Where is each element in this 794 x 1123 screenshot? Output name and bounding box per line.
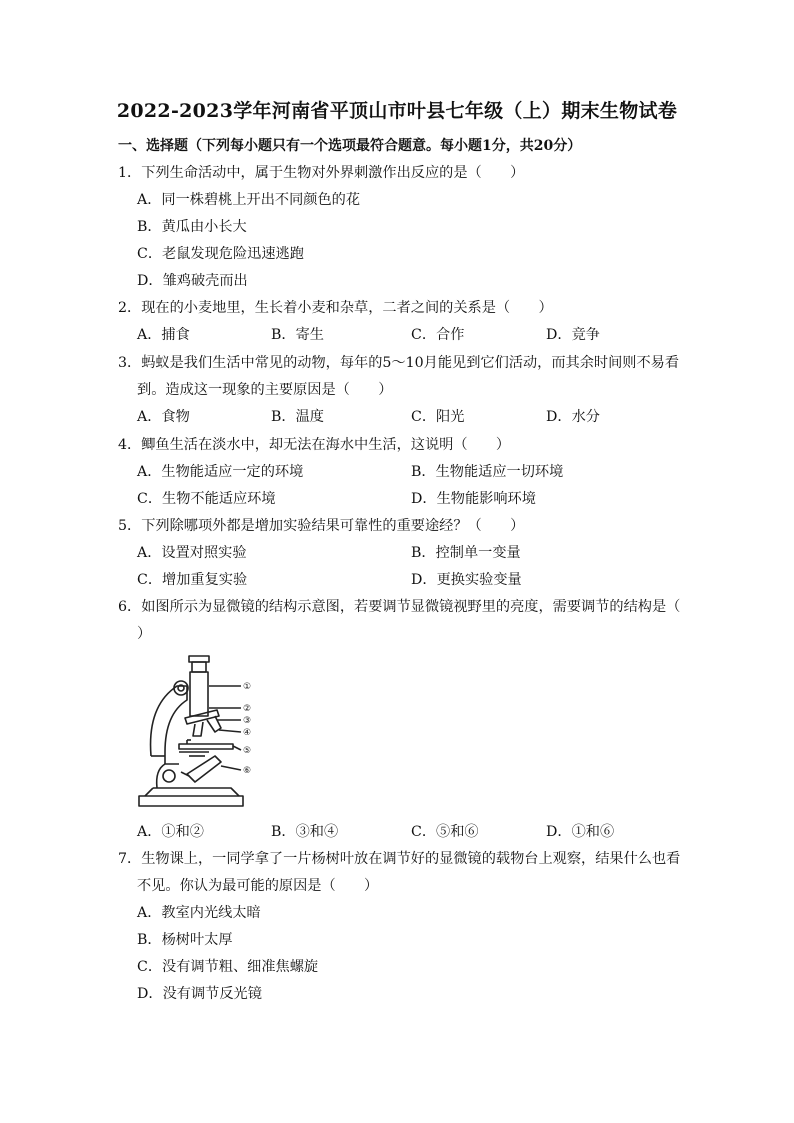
question-6-stem-continued: ） [137,626,152,642]
question-2-option-b[interactable]: B．寄生 [271,327,324,343]
question-3-stem: 3．蚂蚁是我们生活中常见的动物，每年的5～10月能见到它们活动，而其余时间则不易看 [118,355,680,371]
question-7-stem-continued: 不见。你认为最可能的原因是（ ） [137,878,379,894]
question-3-option-c[interactable]: C．阳光 [411,409,465,425]
body-tube [190,672,208,716]
question-6-option-d[interactable]: D．①和⑥ [546,824,615,840]
stage [179,744,233,749]
label-3: ③ [243,716,252,726]
label-4: ④ [243,728,252,738]
question-5-stem: 5．下列除哪项外都是增加实验结果可靠性的重要途经？（ ） [118,518,525,534]
question-2-option-d[interactable]: D．竞争 [546,327,600,343]
question-5-option-d[interactable]: D．更换实验变量 [411,572,522,588]
question-4-option-c[interactable]: C．生物不能适应环境 [137,491,276,507]
exam-title: 2022-2023学年河南省平顶山市叶县七年级（上）期末生物试卷 [116,100,678,122]
question-2-stem: 2．现在的小麦地里，生长着小麦和杂草，二者之间的关系是（ ） [118,300,553,316]
question-4-stem: 4．鲫鱼生活在淡水中，却无法在海水中生活，这说明（ ） [118,437,511,453]
question-7-stem: 7．生物课上，一同学拿了一片杨树叶放在调节好的显微镜的载物台上观察，结果什么也看 [118,851,681,867]
question-6-option-c[interactable]: C．⑤和⑥ [411,824,479,840]
eyepiece [189,656,209,662]
question-1-stem: 1．下列生命活动中，属于生物对外界刺激作出反应的是（ ） [118,165,525,181]
question-5-option-b[interactable]: B．控制单一变量 [411,545,521,561]
microscope-diagram [135,652,265,812]
question-1-option-d[interactable]: D．雏鸡破壳而出 [137,273,248,289]
question-6-option-b[interactable]: B．③和④ [271,824,339,840]
label-5: ⑤ [243,746,252,756]
question-7-option-b[interactable]: B．杨树叶太厚 [137,932,233,948]
section-heading: 一、选择题（下列每小题只有一个选项最符合题意。每小题1分，共20分） [118,138,582,154]
mirror [187,756,221,782]
question-7-option-a[interactable]: A．教室内光线太暗 [137,905,261,921]
question-1-option-b[interactable]: B．黄瓜由小长大 [137,219,247,235]
label-2: ② [243,704,252,714]
question-4-option-b[interactable]: B．生物能适应一切环境 [411,464,564,480]
question-1-option-c[interactable]: C．老鼠发现危险迅速逃跑 [137,246,304,262]
question-6-stem: 6．如图所示为显微镜的结构示意图，若要调节显微镜视野里的亮度，需要调节的结构是（ [118,599,681,615]
question-4-option-a[interactable]: A．生物能适应一定的环境 [137,464,304,480]
question-2-option-a[interactable]: A．捕食 [137,327,190,343]
question-2-option-c[interactable]: C．合作 [411,327,465,343]
question-7-option-c[interactable]: C．没有调节粗、细准焦螺旋 [137,959,319,975]
label-1: ① [243,682,252,692]
question-3-option-d[interactable]: D．水分 [546,409,600,425]
label-6: ⑥ [243,766,252,776]
question-1-option-a[interactable]: A．同一株碧桃上开出不同颜色的花 [137,192,361,208]
question-3-option-b[interactable]: B．温度 [271,409,324,425]
question-5-option-a[interactable]: A．设置对照实验 [137,545,247,561]
question-7-option-d[interactable]: D．没有调节反光镜 [137,986,262,1002]
question-4-option-d[interactable]: D．生物能影响环境 [411,491,536,507]
question-6-option-a[interactable]: A．①和② [137,824,204,840]
question-5-option-c[interactable]: C．增加重复实验 [137,572,248,588]
question-3-stem-continued: 到。造成这一现象的主要原因是（ ） [137,382,393,398]
question-3-option-a[interactable]: A．食物 [137,409,190,425]
microscope-base [139,796,243,806]
